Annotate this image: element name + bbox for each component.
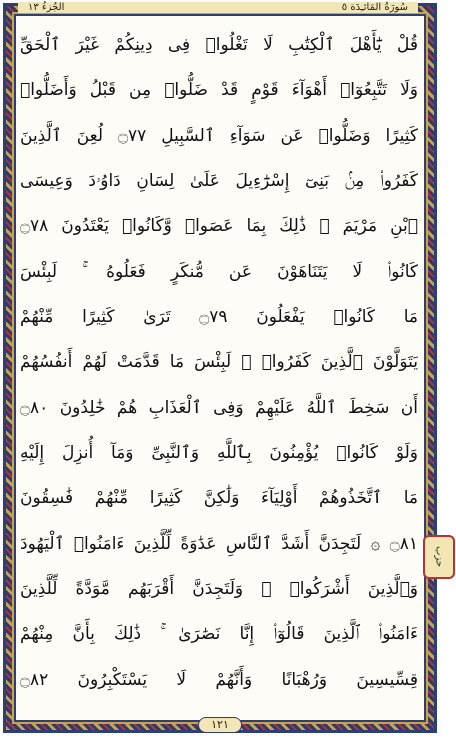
text-line: مَا ٱتَّخَذُوهُمْ أَوْلِيَآءَ وَلَٰكِنَّ كَثِيرًا مِّنْهُمْ فَٰسِقُونَ (20, 488, 418, 509)
text-line: مَا كَانُوا۟ يَفْعَلُونَ ۝٧٩ تَرَىٰ كَثِيرًا مِّنْهُمْ (20, 306, 418, 327)
text-line: كَانُوا۟ لَا يَتَنَاهَوْنَ عَن مُّنكَرٍ فَعَلُوهُ ۚ لَبِئْسَ (20, 261, 418, 282)
text-line: وَلَوْ كَانُوا۟ يُؤْمِنُونَ بِٱللَّهِ وَٱلنَّبِىِّ وَمَآ أُنزِلَ إِلَيْهِ (20, 442, 418, 463)
page-footer (0, 716, 440, 734)
text-line: وَٱلَّذِينَ أَشْرَكُوا۟ ۖ وَلَتَجِدَنَّ أَقْرَبَهُم مَّوَدَّةً لِّلَّذِينَ (20, 578, 418, 599)
text-line: كَفَرُوا۟ مِنۢ بَنِىٓ إِسْرَٰٓءِيلَ عَلَىٰ لِسَانِ دَاوُۥدَ وَعِيسَى (20, 170, 418, 191)
quran-text (20, 22, 418, 702)
text-line: قِسِّيسِينَ وَرُهْبَانًا وَأَنَّهُمْ لَا يَسْتَكْبِرُونَ ۝٨٢ (20, 669, 418, 690)
text-line: ءَامَنُوا۟ ٱلَّذِينَ قَالُوٓا۟ إِنَّا نَصَٰرَىٰ ۚ ذَٰلِكَ بِأَنَّ مِنْهُمْ (20, 624, 418, 645)
juz-label: الجُزءُ ١٣ (28, 2, 65, 13)
text-line: أَن سَخِطَ ٱللَّهُ عَلَيْهِمْ وَفِى ٱلْعَذَابِ هُمْ خَٰلِدُونَ ۝٨٠ (20, 397, 418, 418)
page-header (18, 2, 418, 13)
page-number: ١٢١ (198, 717, 242, 733)
text-line: يَتَوَلَّوْنَ ٱلَّذِينَ كَفَرُوا۟ ۚ لَبِئْسَ مَا قَدَّمَتْ لَهُمْ أَنفُسُهُمْ (20, 352, 418, 373)
text-line: قُلْ يَٰٓأَهْلَ ٱلْكِتَٰبِ لَا تَغْلُوا۟ فِى دِينِكُمْ غَيْرَ ٱلْحَقِّ (20, 35, 418, 55)
text-line: وَلَا تَتَّبِعُوٓا۟ أَهْوَآءَ قَوْمٍ قَدْ ضَلُّوا۟ مِن قَبْلُ وَأَضَلُّوا۟ (20, 80, 418, 101)
text-line: ٱبْنِ مَرْيَمَ ۚ ذَٰلِكَ بِمَا عَصَوا۟ وَّكَانُوا۟ يَعْتَدُونَ ۝٧٨ (20, 216, 418, 237)
text-line: ۝٨١ ۞ لَتَجِدَنَّ أَشَدَّ ٱلنَّاسِ عَدَٰوَةً لِّلَّذِينَ ءَامَنُوا۟ ٱلْيَهُودَ (20, 533, 418, 554)
surah-label: سُورَةُ المَائـِدَة ٥ (341, 2, 408, 13)
text-line: كَثِيرًا وَضَلُّوا۟ عَن سَوَآءِ ٱلسَّبِيلِ ۝٧٧ لُعِنَ ٱلَّذِينَ (20, 125, 418, 146)
hizb-marker: حزب (423, 535, 455, 579)
